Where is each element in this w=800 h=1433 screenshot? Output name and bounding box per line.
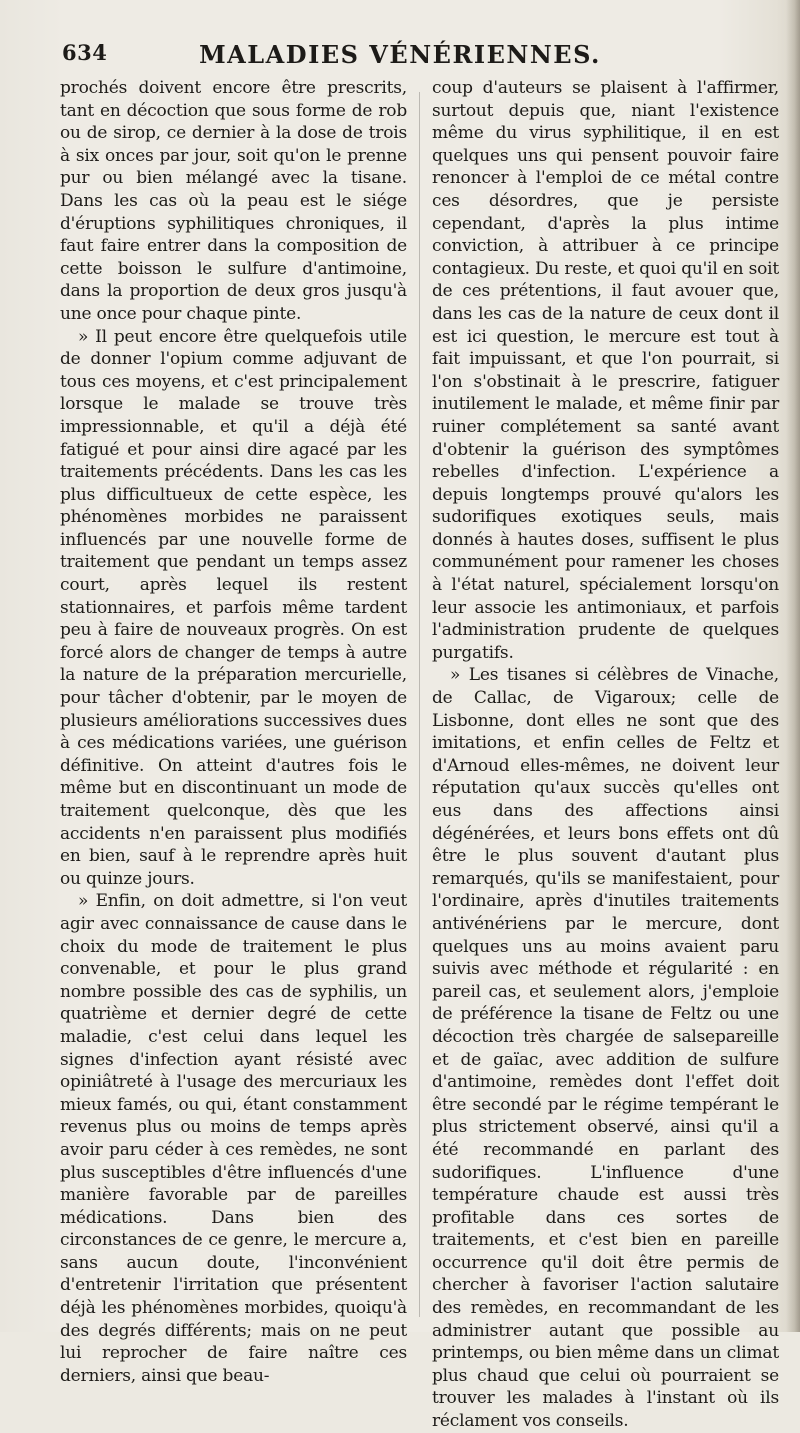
left-column xyxy=(60,77,407,1387)
left-paragraph-2: » Il peut encore être quelquefois utile de donner l'opium comme adjuvant de tous ces moyens, et c'est principalement lorsque le malade se trouve très impressionnable, et qu'il a déjà été fatigué et pour ainsi dire agacé par les traitements précédents. Dans les cas les plus difficultueux de cette espèce, les phénomènes morbides ne paraissent influencés par une nouvelle forme de traitement que pendant un temps assez court, après lequel ils restent stationnaires, et parfois même tardent peu à faire de nouveaux progrès. On est forcé alors de changer de temps à autre la nature de la préparation mercurielle, pour tâcher d'obtenir, par le moyen de plusieurs améliorations successives dues à ces médications variées, une guérison définitive. On atteint d'autres fois le même but en discontinuant un mode de traitement quelconque, dès que les accidents n'en paraissent plus modifiés en bien, sauf à le reprendre après huit ou quinze jours. xyxy=(60,326,407,889)
right-paragraph-1: coup d'auteurs se plaisent à l'affirmer, surtout depuis que, niant l'existence même du virus syphilitique, il en est quelques uns qui pensent pouvoir faire renoncer à l'emploi de ce métal contre ces désordres, que je persiste cependant, d'après la plus intime conviction, à attribuer à ce principe contagieux. Du reste, et quoi qu'il en soit de ces prétentions, il faut avouer que, dans les cas de la nature de ceux dont il est ici question, le mercure est tout à fait impuissant, et que l'on pourrait, si l'on s'obstinait à le prescrire, fatiguer inutilement le malade, et même finir par ruiner complétement sa santé avant d'obtenir la guérison des symptômes rebelles d'infection. L'expérience a depuis longtemps prouvé qu'alors les sudorifiques exotiques seuls, mais donnés à hautes doses, suffisent le plus communément pour ramener les choses à l'état naturel, spécialement lorsqu'on leur associe les antimoniaux, et parfois l'administration prudente de quelques purgatifs. xyxy=(432,78,780,663)
page-number: 634 xyxy=(62,40,108,65)
running-title: MALADIES VÉNÉRIENNES. xyxy=(199,40,601,69)
right-column xyxy=(432,77,779,1433)
left-paragraph-3: » Enfin, on doit admettre, si l'on veut agir avec connaissance de cause dans le choix du mode de traitement le plus convenable, et pour le plus grand nombre possible des cas de syphilis, un quatrième et dernier degré de cette maladie, c'est celui dans lequel les signes d'infection ayant résisté avec opiniâtreté à l'usage des mercuriaux les mieux famés, ou qui, étant constamment revenus plus ou moins de temps après avoir paru céder à ces remèdes, ne sont plus susceptibles d'être influencés d'une manière favorable par de pareilles médications. Dans bien des circonstances de ce genre, le mercure a, sans aucun doute, l'inconvénient d'entretenir l'irritation que présentent déjà les phénomènes morbides, quoiqu'à des degrés différents; mais on ne peut lui reprocher de faire naître ces derniers, ainsi que beau- xyxy=(60,891,407,1386)
right-paragraph-2: » Les tisanes si célèbres de Vinache, de Callac, de Vigaroux; celle de Lisbonne, dont elles ne sont que des imitations, et enfin celles de Feltz et d'Arnoud elles-mêmes, ne doivent leur réputation qu'aux succès qu'elles ont eus dans des affections ainsi dégénérées, et leurs bons effets ont dû être le plus souvent d'autant plus remarqués, qu'ils se manifestaient, pour l'ordinaire, après d'inutiles traitements antivénériens par le mercure, dont quelques uns au moins avaient paru suivis avec méthode et régularité : en pareil cas, et seulement alors, j'emploie de préférence la tisane de Feltz ou une décoction très chargée de salsepareille et de gaïac, avec addition de sulfure d'antimoine, remèdes dont l'effet doit être secondé par le régime tempérant le plus strictement observé, ainsi qu'il a été recommandé en parlant des sudorifiques. L'influence d'une température chaude est aussi très profitable dans ces sortes de traitements, et c'est bien en pareille occurrence qu'il doit être permis de chercher à favoriser l'action salutaire des remèdes, en recommandant de les administrer autant que possible au printemps, ou bien même dans un climat plus chaud que celui où pourraient se trouver les malades à l'instant où ils réclament vos conseils. xyxy=(432,665,779,1432)
left-paragraph-1: prochés doivent encore être prescrits, tant en décoction que sous forme de rob ou de sirop, ce dernier à la dose de trois à six onces par jour, soit qu'on le prenne pur ou bien mélangé avec la tisane. Dans les cas où la peau est le siége d'éruptions syphilitiques chroniques, il faut faire entrer dans la composition de cette boisson le sulfure d'antimoine, dans la proportion de deux gros jusqu'à une once pour chaque pinte. xyxy=(60,78,407,324)
page-edge-shadow xyxy=(786,0,800,1332)
column-divider xyxy=(419,92,420,1317)
